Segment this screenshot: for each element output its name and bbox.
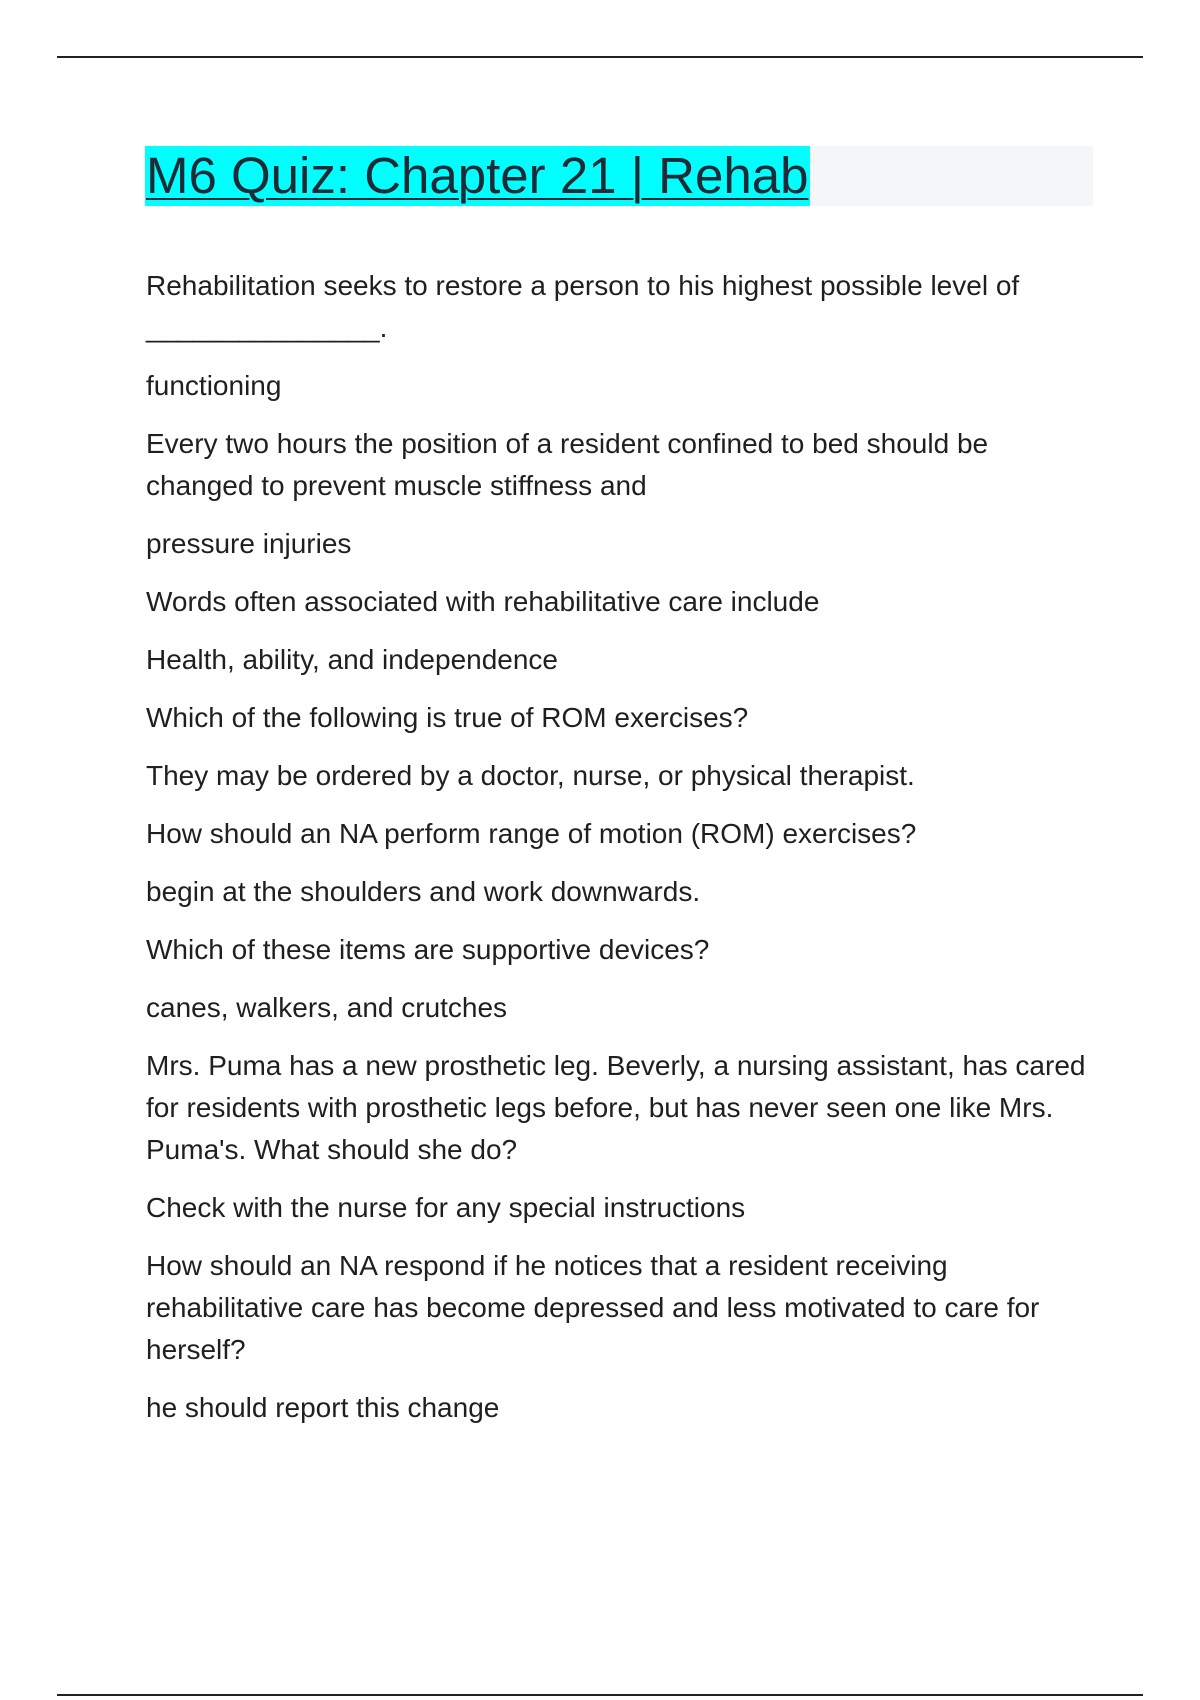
top-rule	[57, 56, 1143, 58]
answer-2: pressure injuries	[146, 528, 352, 559]
answer-7: Check with the nurse for any special instructions	[146, 1192, 746, 1223]
answer-blank: _______________.	[146, 312, 388, 343]
answer-8: he should report this change	[146, 1392, 500, 1423]
question-5: How should an NA perform range of motion (ROM) exercises?	[146, 818, 917, 849]
question-4: Which of the following is true of ROM exercises?	[146, 702, 749, 733]
bottom-rule	[57, 1694, 1143, 1696]
answer-5: begin at the shoulders and work downwards.	[146, 876, 701, 907]
question-6: Which of these items are supportive devices?	[146, 934, 710, 965]
answer-6: canes, walkers, and crutches	[146, 992, 508, 1023]
question-3: Words often associated with rehabilitative care include	[146, 586, 820, 617]
question-8: How should an NA respond if he notices that a resident receiving rehabilitative care has become depressed and less motivated to care for herself?	[146, 1250, 1040, 1365]
question-1	[146, 265, 1096, 349]
page-title: M6 Quiz: Chapter 21 | Rehab	[146, 147, 809, 204]
quiz-content	[146, 265, 1096, 1445]
question-7: Mrs. Puma has a new prosthetic leg. Beverly, a nursing assistant, has cared for residents with prosthetic legs before, but has never seen one like Mrs. Puma's. What should she do?	[146, 1050, 1086, 1165]
answer-4: They may be ordered by a doctor, nurse, or physical therapist.	[146, 760, 915, 791]
question-2: Every two hours the position of a resident confined to bed should be changed to prevent muscle stiffness and	[146, 428, 989, 501]
answer-1: functioning	[146, 370, 282, 401]
answer-3: Health, ability, and independence	[146, 644, 559, 675]
question-text: Rehabilitation seeks to restore a person to his highest possible level of	[146, 270, 1020, 301]
